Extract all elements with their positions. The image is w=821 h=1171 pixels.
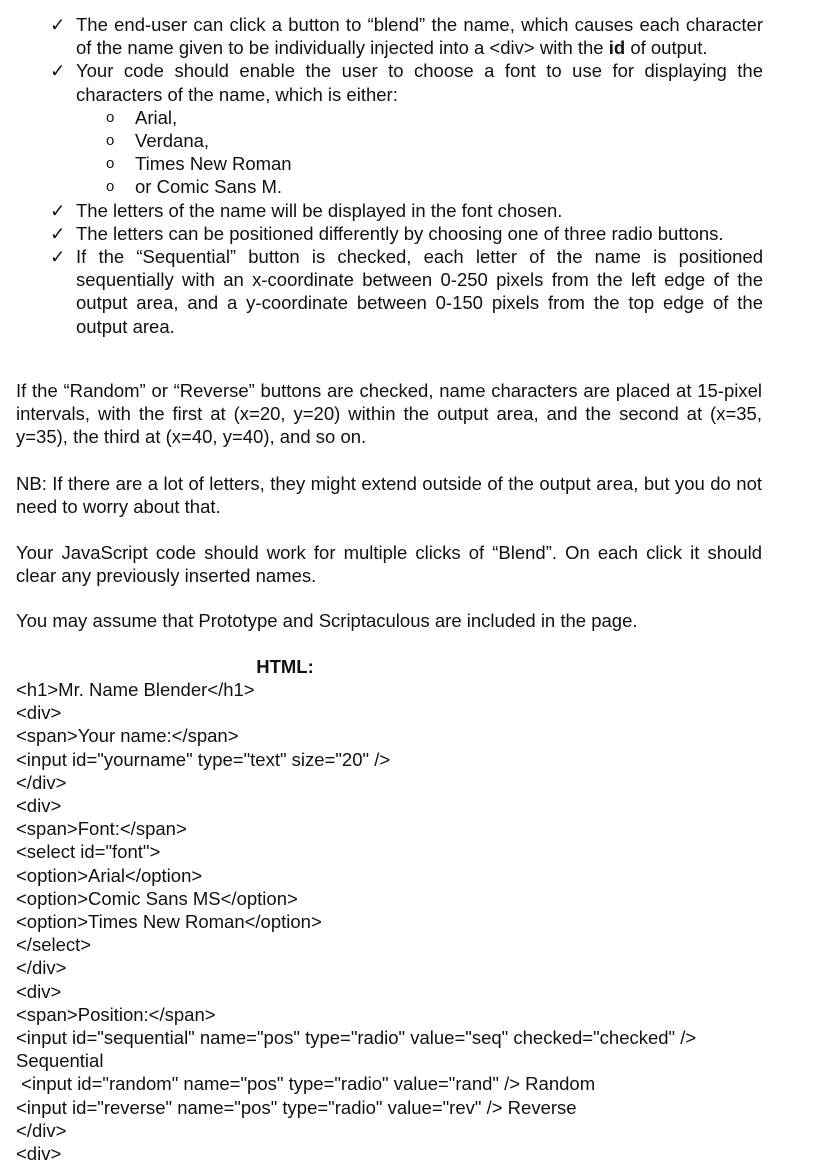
html-section-heading: HTML:: [256, 656, 314, 677]
code-line: <div>: [16, 1143, 62, 1165]
checkmark-icon: ✓: [50, 222, 66, 244]
code-line: <div>: [16, 980, 62, 1002]
checklist-item-text: Your code should enable the user to choose a font to use for displaying the characters of the name, which is either:: [76, 60, 763, 105]
code-line: <option>Comic Sans MS</option>: [16, 887, 298, 909]
html-code-listing: [16, 678, 776, 1165]
paragraph-positioning: If the “Random” or “Reverse” buttons are checked, name characters are placed at 15-pixel intervals, with the first at (x=20, y=20) within the output area, and the second at (x=35, y=35), the third at (x=40, y=40), and so on.: [16, 380, 762, 448]
code-line: </select>: [16, 934, 92, 956]
sub-list-item-text: Times New Roman: [135, 153, 292, 175]
checkmark-icon: ✓: [50, 60, 66, 82]
code-line: <div>: [16, 795, 62, 817]
checklist-item: [0, 245, 821, 338]
code-line: <span>Font:</span>: [16, 818, 187, 840]
code-line: <input id="sequential" name="pos" type="radio" value="seq" checked="checked" />: [16, 1027, 697, 1049]
code-line: <div>: [16, 702, 62, 724]
requirements-checklist: [0, 13, 821, 338]
checkmark-icon: ✓: [50, 14, 66, 35]
sub-list-item: [0, 175, 821, 198]
checklist-item-text: The letters of the name will be displayed in the font chosen.: [76, 199, 563, 221]
checklist-item: [0, 13, 821, 59]
circle-bullet-icon: o: [106, 155, 115, 173]
code-line: <input id="yourname" type="text" size="20" />: [16, 748, 391, 770]
code-line: </div>: [16, 957, 67, 979]
sub-list-item: [0, 129, 821, 152]
circle-bullet-icon: o: [106, 108, 115, 126]
paragraph-note: NB: If there are a lot of letters, they might extend outside of the output area, but you do not need to worry about that.: [16, 473, 762, 518]
code-line: </div>: [16, 1119, 67, 1141]
paragraph-libraries: You may assume that Prototype and Scriptaculous are included in the page.: [16, 610, 638, 631]
sub-list-item: [0, 152, 821, 175]
circle-bullet-icon: o: [106, 132, 115, 150]
code-line: <input id="reverse" name="pos" type="radio" value="rev" /> Reverse: [16, 1096, 577, 1118]
checkmark-icon: ✓: [50, 199, 66, 221]
code-line: </div>: [16, 771, 67, 793]
checklist-item: [0, 199, 821, 222]
font-options-list: [0, 106, 821, 199]
code-line: <select id="font">: [16, 841, 161, 863]
sub-list-item: [0, 106, 821, 129]
code-line: Sequential: [16, 1050, 104, 1072]
checklist-item: [0, 222, 821, 245]
checklist-item: [0, 59, 821, 105]
checklist-item-text: The letters can be positioned differently by choosing one of three radio buttons.: [76, 222, 724, 244]
code-line: <span>Your name:</span>: [16, 725, 239, 747]
paragraph-multiple-clicks: Your JavaScript code should work for multiple clicks of “Blend”. On each click it should clear any previously inserted names.: [16, 542, 762, 587]
checklist-item-text: If the “Sequential” button is checked, each letter of the name is positioned sequentially with an x-coordinate between 0-250 pixels from the left edge of the output area, and a y-coordinate between 0-150 pixels from the top edge of the output area.: [76, 246, 763, 337]
checkmark-icon: ✓: [50, 246, 66, 268]
code-line: <h1>Mr. Name Blender</h1>: [16, 679, 255, 700]
code-line: <input id="random" name="pos" type="radio" value="rand" /> Random: [16, 1073, 596, 1095]
code-line: <span>Position:</span>: [16, 1003, 216, 1025]
checklist-item-text-after: of output.: [625, 37, 708, 59]
sub-list-item-text: Arial,: [135, 106, 178, 128]
code-line: <option>Times New Roman</option>: [16, 911, 322, 933]
code-line: <option>Arial</option>: [16, 864, 203, 886]
checklist-item-text: The end-user can click a button to “blend” the name, which causes each character of the name given to be individually injected into a <div> with the: [76, 14, 763, 59]
sub-list-item-text: Verdana,: [135, 130, 210, 152]
circle-bullet-icon: o: [106, 178, 115, 196]
sub-list-item-text: or Comic Sans M.: [135, 176, 283, 198]
checklist-item-bold: id: [608, 37, 626, 59]
